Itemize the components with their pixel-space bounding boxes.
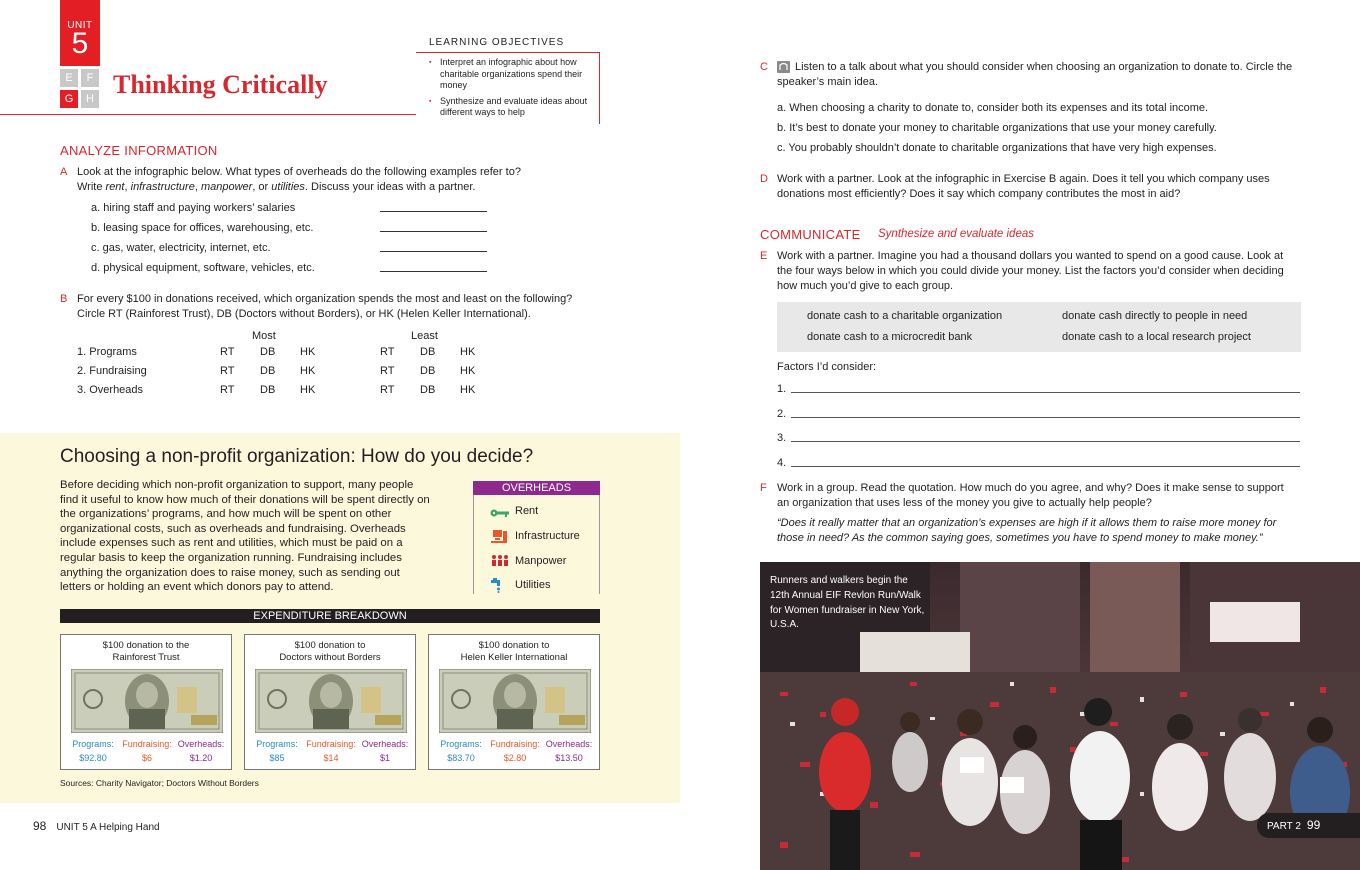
exercise-c-label: C [760,61,768,73]
label-overheads: Overheads: [177,739,225,749]
option-utilities: utilities [271,181,305,193]
exercise-c-option[interactable]: b. It’s best to donate your money to charitable organizations that use your money carefully. [777,122,1217,134]
unit-label: UNIT [67,20,93,31]
learning-objectives-list [428,57,596,123]
label-programs: Programs: [72,739,114,749]
communicate-heading: COMMUNICATE [760,227,861,242]
exercise-a-item: b. leasing space for offices, warehousing, etc. [91,222,314,234]
value-programs: $92.80 [79,753,107,763]
circle-choice[interactable]: RT [380,346,395,358]
exercise-e-instructions: Work with a partner. Imagine you had a thousand dollars you wanted to spend on a good cause. Look at the four ways below in which you could divide your money. List the factors you’d consider when deciding how much you’d give to each group. [777,250,1284,292]
value-programs: $83.70 [447,753,475,763]
computer-icon [490,529,510,545]
circle-choice[interactable]: HK [460,365,476,377]
label-fundraising: Fundraising: [306,739,356,749]
exercise-e-label: E [760,250,768,262]
circle-choice[interactable]: RT [220,346,235,358]
value-overheads: $1.20 [189,753,213,763]
unit-number: 5 [71,27,89,60]
most-header: Most [252,330,276,342]
overhead-infrastructure: Infrastructure [515,530,580,542]
value-overheads: $1 [379,753,390,763]
circle-choice[interactable]: RT [220,384,235,396]
people-icon [490,553,510,569]
label-overheads: Overheads: [361,739,409,749]
lesson-g: G [60,90,78,108]
factor-number: 1. [777,383,787,395]
exercise-d-instructions: Work with a partner. Look at the infographic in Exercise B again. Does it tell you which company uses donations most efficiently? Does it say which company contributes the most in aid? [777,173,1270,200]
lesson-f: F [81,69,99,87]
value-programs: $85 [269,753,285,763]
exercise-a-item: a. hiring staff and paying workers’ salaries [91,202,296,214]
exercise-a-item: c. gas, water, electricity, internet, etc. [91,242,271,254]
answer-blank[interactable] [380,251,487,252]
value-fundraising: $14 [323,753,339,763]
infographic-text: Before deciding which non-profit organization to support, many people find it useful to know how much of their donations will be spent directly on the organizations’ programs, and how much will be spent on other organizational costs, such as overheads and fundraising. Overheads include expenses such as rent and utilities, which must be paid on a regular basis to keep the organization running. Fundraising includes anything the organization does to raise money, such as sending out letters or holding an event which donors pay to attend. [60,479,430,594]
donation-card-rainforest-trust [60,634,232,770]
exercise-f-label: F [760,482,767,494]
title-divider [0,114,416,115]
page-title: Thinking Critically [113,70,328,99]
card-title: $100 donation to Helen Keller International [460,640,568,663]
key-icon [490,505,510,521]
option-rent: rent [105,181,125,193]
donation-choice: donate cash to a microcredit bank [807,331,973,343]
value-fundraising: $2.80 [503,753,527,763]
circle-choice[interactable]: HK [300,346,316,358]
value-fundraising: $6 [141,753,152,763]
option-infrastructure: infrastructure [130,181,195,193]
row-label: 3. Overheads [77,384,144,396]
factors-label: Factors I’d consider: [777,361,877,373]
objective-item: ▪ Synthesize and evaluate ideas about different ways to help [428,96,596,119]
exercise-c-option[interactable]: a. When choosing a charity to donate to, consider both its expenses and its total income. [777,102,1209,114]
circle-choice[interactable]: HK [460,346,476,358]
donation-choice: donate cash to a charitable organization [807,310,1003,322]
answer-blank[interactable] [380,271,487,272]
learning-objectives-heading: LEARNING OBJECTIVES [429,37,565,48]
hundred-dollar-bill-image [255,669,407,733]
exercise-b-label: B [60,293,68,305]
donation-choice: donate cash directly to people in need [1062,310,1248,322]
answer-blank[interactable] [380,211,487,212]
page-number-right: 99 [1306,818,1321,832]
factor-answer-line[interactable] [791,417,1300,418]
donation-card-doctors-without-borders [244,634,416,770]
donation-choice: donate cash to a local research project [1062,331,1251,343]
circle-choice[interactable]: DB [420,384,436,396]
hundred-dollar-bill-image [71,669,223,733]
lesson-e: E [60,69,78,87]
infographic-title: Choosing a non-profit organization: How do you decide? [60,446,534,467]
sources-note: Sources: Charity Navigator; Doctors Without Borders [60,778,259,788]
exercise-a-line2: Write rent, infrastructure, manpower, or utilities. Discuss your ideas with a partner. [77,181,476,193]
circle-choice[interactable]: DB [420,346,436,358]
label-fundraising: Fundraising: [490,739,540,749]
unit-tab [60,0,100,66]
part-page-tag [1257,813,1360,838]
communicate-subheading: Synthesize and evaluate ideas [878,228,1034,240]
card-title: $100 donation to the Rainforest Trust [102,640,190,663]
objective-item: ▪ Interpret an infographic about how charitable organizations spend their money [428,57,596,92]
footer-unit-title: UNIT 5 A Helping Hand [56,822,160,833]
circle-choice[interactable]: DB [260,365,276,377]
exercise-a-label: A [60,166,68,178]
expenditure-heading: EXPENDITURE BREAKDOWN [60,609,600,623]
label-overheads: Overheads: [545,739,593,749]
circle-choice[interactable]: HK [300,365,316,377]
answer-blank[interactable] [380,231,487,232]
circle-choice[interactable]: RT [380,365,395,377]
circle-choice[interactable]: DB [260,384,276,396]
row-label: 2. Fundraising [77,365,147,377]
row-label: 1. Programs [77,346,137,358]
faucet-icon [490,577,510,593]
exercise-c-instructions: Listen to a talk about what you should consider when choosing an organization to donate to. Circle the speaker’s main idea. [777,61,1293,88]
exercise-f-instructions: Work in a group. Read the quotation. How much do you agree, and why? Does it make sense to support an organization that uses less of the money you give to actually help people? [777,482,1284,509]
factor-number: 3. [777,432,787,444]
exercise-a-item: d. physical equipment, software, vehicles, etc. [91,262,315,274]
quotation: “Does it really matter that an organization’s expenses are high if it allows them to raise more money for those in need? As the common saying goes, sometimes you have to spend money to make money.” [777,517,1277,544]
exercise-d-label: D [760,173,768,185]
factor-answer-line[interactable] [791,466,1300,467]
part-label: PART 2 [1267,821,1301,832]
donation-card-helen-keller-international [428,634,600,770]
photo-caption: Runners and walkers begin the 12th Annual EIF Revlon Run/Walk for Women fundraiser in New York, U.S.A. [770,575,925,631]
exercise-a-line1: Look at the infographic below. What types of overheads do the following examples refer to? [77,166,521,178]
lesson-grid [60,69,100,109]
circle-choice[interactable]: HK [460,384,476,396]
label-programs: Programs: [440,739,482,749]
factor-number: 2. [777,408,787,420]
overhead-manpower: Manpower [515,555,567,567]
factor-answer-line[interactable] [791,441,1300,442]
label-fundraising: Fundraising: [122,739,172,749]
overhead-utilities: Utilities [515,579,551,591]
factor-answer-line[interactable] [791,392,1300,393]
factor-number: 4. [777,457,787,469]
lesson-h: H [81,90,99,108]
card-title: $100 donation to Doctors without Borders [279,640,381,663]
overhead-rent: Rent [515,505,539,517]
hundred-dollar-bill-image [439,669,591,733]
overheads-heading: OVERHEADS [473,481,600,495]
circle-choice[interactable]: DB [260,346,276,358]
circle-choice[interactable]: RT [380,384,395,396]
page-number-left: 98 [33,819,47,833]
value-overheads: $13.50 [555,753,583,763]
option-manpower: manpower [200,181,253,193]
analyze-heading: ANALYZE INFORMATION [60,143,218,158]
exercise-a-instructions [77,165,597,195]
circle-choice[interactable]: RT [220,365,235,377]
circle-choice[interactable]: HK [300,384,316,396]
least-header: Least [411,330,438,342]
exercise-b-instructions: For every $100 in donations received, which organization spends the most and least on the following? Circle RT (Rainforest Trust), DB (Doctors without Borders), or HK (Helen Keller International). [77,293,573,320]
circle-choice[interactable]: DB [420,365,436,377]
label-programs: Programs: [256,739,298,749]
footer-left [33,819,160,833]
exercise-c-option[interactable]: c. You probably shouldn’t donate to charitable organizations that have very high expenses. [777,142,1217,154]
